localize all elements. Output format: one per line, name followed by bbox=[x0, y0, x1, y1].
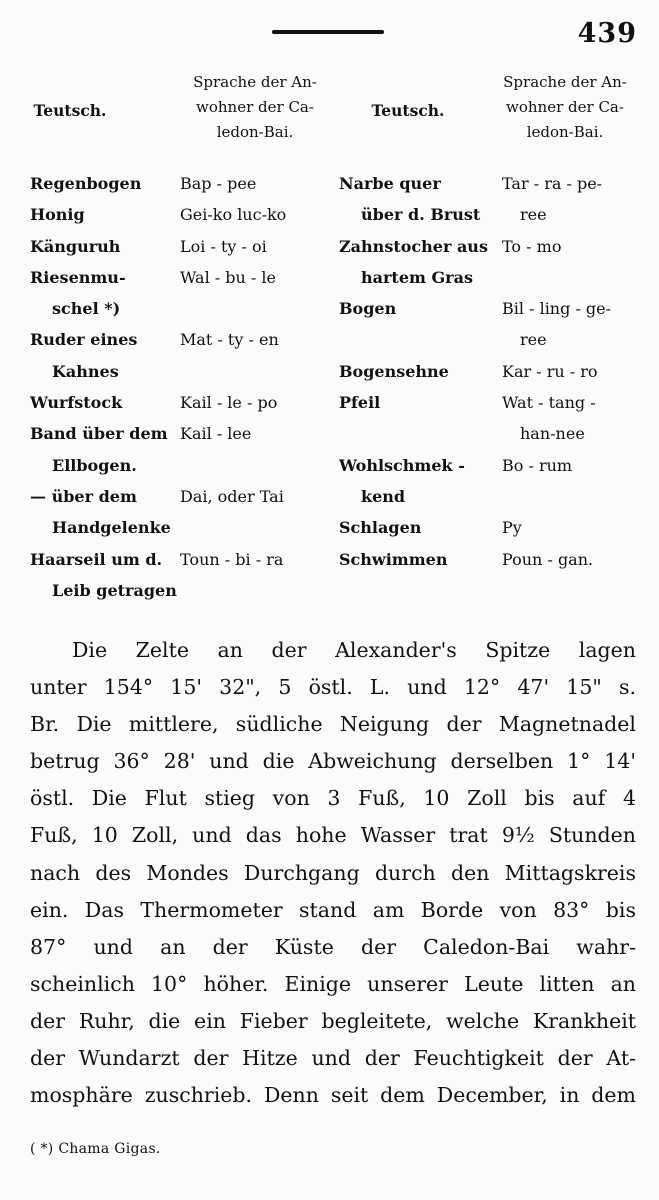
paragraph-line: mosphäre zuschrieb. Denn seit dem December, in dem bbox=[30, 1083, 636, 1108]
table-row bbox=[30, 231, 645, 262]
paragraph-line: nach des Mondes Durchgang durch den Mittagskreis bbox=[30, 860, 636, 885]
paragraph-line: Fuß, 10 Zoll, und das hohe Wasser trat 9½ Stunden bbox=[30, 823, 636, 848]
table-row bbox=[30, 512, 645, 543]
german-word: Riesenmu- bbox=[30, 267, 126, 287]
german-word: Zahnstocher aus bbox=[339, 236, 488, 256]
german-word: Regenbogen bbox=[30, 174, 142, 193]
native-word: Mat - ty - en bbox=[180, 330, 279, 350]
german-word: schel *) bbox=[52, 299, 121, 319]
german-word: Wurfstock bbox=[30, 393, 123, 413]
german-word: Ellbogen. bbox=[52, 455, 137, 475]
table-row bbox=[30, 450, 645, 481]
table-row bbox=[30, 544, 645, 575]
native-word: Loi - ty - oi bbox=[180, 236, 267, 256]
native-word: Py bbox=[502, 518, 522, 538]
native-word: Wal - bu - le bbox=[180, 267, 276, 287]
german-word: — über dem bbox=[30, 486, 137, 506]
header-native-2-line: Sprache der An- bbox=[503, 73, 627, 91]
header-german-1: Teutsch. bbox=[33, 101, 107, 120]
paragraph-line: betrug 36° 28' und die Abweichung derselben 1° 14' bbox=[30, 749, 636, 774]
german-word: hartem Gras bbox=[361, 267, 473, 287]
native-word: han-nee bbox=[520, 424, 585, 444]
table-header bbox=[30, 64, 645, 156]
header-native-1-line: Sprache der An- bbox=[193, 73, 317, 91]
german-word: Bogensehne bbox=[339, 361, 449, 381]
native-word: Kail - le - po bbox=[180, 393, 278, 413]
german-word: Kahnes bbox=[52, 361, 119, 381]
native-word: Gei-ko luc-ko bbox=[180, 205, 287, 225]
german-word: Narbe quer bbox=[339, 174, 441, 193]
native-word: ree bbox=[520, 205, 547, 225]
header-native-2-line: ledon-Bai. bbox=[526, 123, 604, 141]
header-native-2 bbox=[490, 70, 640, 145]
table-row bbox=[30, 575, 645, 606]
vocabulary-table bbox=[30, 64, 645, 600]
paragraph-line: unter 154° 15' 32", 5 östl. L. und 12° 47' 15" s. bbox=[30, 675, 636, 700]
paragraph-line: östl. Die Flut stieg von 3 Fuß, 10 Zoll bis auf 4 bbox=[30, 786, 636, 811]
paragraph-line: der Wundarzt der Hitze und der Feuchtigkeit der At- bbox=[30, 1046, 636, 1071]
native-word: Bo - rum bbox=[502, 455, 573, 475]
table-row bbox=[30, 199, 645, 230]
table-row bbox=[30, 418, 645, 449]
german-word: Honig bbox=[30, 205, 85, 225]
table-body bbox=[30, 168, 645, 606]
table-row bbox=[30, 481, 645, 512]
native-word: Kar - ru - ro bbox=[502, 361, 598, 381]
header-native-1-line: wohner der Ca- bbox=[196, 98, 314, 116]
german-word: Bogen bbox=[339, 299, 397, 319]
german-word: Handgelenke bbox=[52, 518, 171, 538]
table-row bbox=[30, 356, 645, 387]
header-native-1 bbox=[170, 70, 340, 145]
german-word: über d. Brust bbox=[361, 205, 481, 225]
footnote: ( *) Chama Gigas. bbox=[30, 1141, 161, 1157]
native-word: Dai, oder Tai bbox=[180, 486, 284, 506]
paragraph-line: der Ruhr, die ein Fieber begleitete, welche Krankheit bbox=[30, 1008, 636, 1033]
german-word: Känguruh bbox=[30, 236, 121, 256]
native-word: ree bbox=[520, 330, 547, 350]
table-row bbox=[30, 262, 645, 293]
header-native-1-line: ledon-Bai. bbox=[216, 123, 294, 141]
native-word: Bap - pee bbox=[180, 174, 257, 193]
paragraph-line: ein. Das Thermometer stand am Borde von 83° bis bbox=[30, 897, 636, 922]
native-word: Wat - tang - bbox=[502, 393, 596, 413]
native-word: Toun - bi - ra bbox=[180, 549, 284, 569]
header-german-2: Teutsch. bbox=[371, 101, 445, 120]
table-row bbox=[30, 293, 645, 324]
german-word: Schlagen bbox=[339, 518, 422, 538]
header-rule bbox=[272, 30, 384, 34]
german-word: Leib getragen bbox=[52, 580, 177, 600]
german-word: Ruder eines bbox=[30, 330, 138, 350]
paragraph-line: scheinlich 10° höher. Einige unserer Leute litten an bbox=[30, 971, 636, 996]
paragraph-line: 87° und an der Küste der Caledon-Bai wahr- bbox=[30, 934, 636, 959]
native-word: Bil - ling - ge- bbox=[502, 299, 612, 319]
german-word: Haarseil um d. bbox=[30, 549, 163, 569]
paragraph bbox=[30, 632, 636, 1114]
page-number: 439 bbox=[577, 18, 637, 49]
german-word: Band über dem bbox=[30, 424, 168, 444]
header-native-2-line: wohner der Ca- bbox=[506, 98, 624, 116]
german-word: kend bbox=[361, 486, 406, 506]
native-word: To - mo bbox=[502, 236, 562, 256]
table-row bbox=[30, 324, 645, 355]
native-word: Poun - gan. bbox=[502, 549, 594, 569]
native-word: Tar - ra - pe- bbox=[502, 174, 603, 193]
native-word: Kail - lee bbox=[180, 424, 252, 444]
paragraph-line: Br. Die mittlere, südliche Neigung der Magnetnadel bbox=[30, 712, 636, 737]
paragraph-line: Die Zelte an der Alexander's Spitze lagen bbox=[72, 638, 636, 662]
table-row bbox=[30, 168, 645, 199]
german-word: Pfeil bbox=[339, 393, 381, 413]
german-word: Schwimmen bbox=[339, 549, 448, 569]
german-word: Wohlschmek - bbox=[339, 455, 465, 475]
table-row bbox=[30, 387, 645, 418]
